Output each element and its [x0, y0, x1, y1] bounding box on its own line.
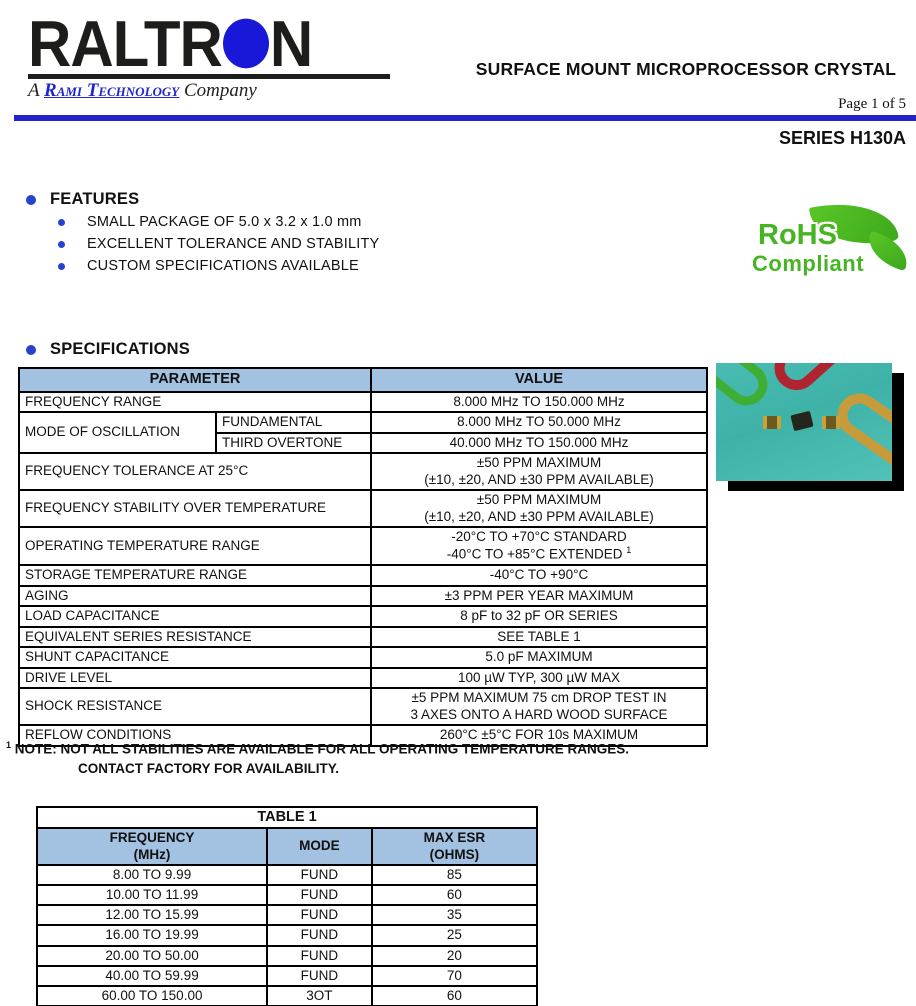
paperclip-gold — [829, 385, 892, 481]
rohs-compliant-badge — [750, 203, 908, 289]
table-row: 16.00 TO 19.99 FUND 25 — [37, 925, 537, 945]
crystal-product-photo — [716, 363, 892, 481]
specifications-section-heading — [26, 340, 190, 359]
table-row: THIRD OVERTONE 40.000 MHz TO 150.000 MHz — [19, 433, 707, 453]
page-indicator: Page 1 of 5 — [838, 96, 906, 112]
table1-header-row — [37, 828, 537, 864]
table-row: AGING ±3 PPM PER YEAR MAXIMUM — [19, 586, 707, 606]
brand-text: R — [28, 7, 71, 81]
feature-item: EXCELLENT TOLERANCE AND STABILITY — [58, 236, 379, 252]
table-row: REFLOW CONDITIONS 260°C ±5°C FOR 10s MAXIMUM — [19, 725, 707, 745]
table-row: FREQUENCY TOLERANCE AT 25°C ±50 PPM MAXIMUM (±10, ±20, AND ±30 PPM AVAILABLE) — [19, 453, 707, 490]
table-row: 12.00 TO 15.99 FUND 35 — [37, 905, 537, 925]
raltron-logo — [28, 7, 394, 102]
table-row: SHUNT CAPACITANCE 5.0 pF MAXIMUM — [19, 647, 707, 667]
table-row: OPERATING TEMPERATURE RANGE -20°C TO +70°C STANDARD -40°C TO +85°C EXTENDED $^1$ — [19, 527, 707, 565]
smd-crystal — [790, 411, 813, 431]
table-row: LOAD CAPACITANCE 8 pF to 32 pF OR SERIES — [19, 606, 707, 626]
section-bullet-icon — [26, 195, 36, 205]
column-header-mode: MODE — [267, 828, 372, 864]
table-row: STORAGE TEMPERATURE RANGE -40°C TO +90°C — [19, 565, 707, 585]
table-row: 40.00 TO 59.99 FUND 70 — [37, 966, 537, 986]
specifications-title: SPECIFICATIONS — [50, 340, 191, 358]
table-row: 8.00 TO 9.99 FUND 85 — [37, 865, 537, 885]
raltron-wordmark: RALTR N — [28, 7, 313, 81]
feature-item: SMALL PACKAGE OF 5.0 x 3.2 x 1.0 mm — [58, 214, 379, 230]
table1-title-row — [37, 807, 537, 828]
table-row: FREQUENCY STABILITY OVER TEMPERATURE ±50 PPM MAXIMUM (±10, ±20, AND ±30 PPM AVAILABLE) — [19, 490, 707, 527]
features-title: FEATURES — [50, 190, 140, 208]
column-header-frequency: FREQUENCY (MHz) — [37, 828, 267, 864]
bullet-icon — [58, 219, 65, 226]
table-row: 10.00 TO 11.99 FUND 60 — [37, 885, 537, 905]
section-bullet-icon — [26, 345, 36, 355]
table-row: DRIVE LEVEL 100 µW TYP, 300 µW MAX — [19, 668, 707, 688]
rohs-compliant-text: Compliant — [752, 251, 865, 276]
table-row: EQUIVALENT SERIES RESISTANCE SEE TABLE 1 — [19, 627, 707, 647]
column-header-max-esr: MAX ESR (OHMS) — [372, 828, 537, 864]
features-list — [58, 214, 379, 280]
bullet-icon — [58, 263, 65, 270]
series-label: SERIES H130A — [778, 128, 906, 148]
leaf-icon — [863, 231, 913, 271]
company-tagline: A Rami Technology Company — [28, 80, 257, 101]
smd-crystal — [822, 416, 840, 429]
column-header-value: VALUE — [371, 368, 707, 392]
logo-blue-dot-icon — [223, 19, 269, 69]
table-row: 60.00 TO 150.00 3OT 60 — [37, 986, 537, 1006]
rami-technology-link: Rami Technology — [44, 80, 180, 101]
footnote: $^1$ NOTE: NOT ALL STABILITIES ARE AVAILABLE FOR ALL OPERATING TEMPERATURE RANGES. CONTACT FACTORY FOR AVAILABILITY. — [6, 740, 630, 777]
bullet-icon — [58, 241, 65, 248]
document-title: SURFACE MOUNT MICROPROCESSOR CRYSTAL — [475, 59, 897, 79]
rohs-text: RoHS — [758, 219, 837, 251]
table-row: SHOCK RESISTANCE ±5 PPM MAXIMUM 75 cm DROP TEST IN 3 AXES ONTO A HARD WOOD SURFACE — [19, 688, 707, 725]
header-divider — [14, 115, 916, 121]
paperclip-green — [716, 363, 776, 414]
table-row: MODE OF OSCILLATION FUNDAMENTAL 8.000 MHz TO 50.000 MHz — [19, 412, 707, 432]
table-row: 20.00 TO 50.00 FUND 20 — [37, 946, 537, 966]
table-row: FREQUENCY RANGE 8.000 MHz TO 150.000 MHz — [19, 392, 707, 412]
features-section-heading — [26, 190, 139, 209]
specifications-table — [18, 367, 708, 747]
smd-crystal — [763, 416, 781, 429]
feature-item: CUSTOM SPECIFICATIONS AVAILABLE — [58, 258, 379, 274]
spec-header-row — [19, 368, 707, 392]
column-header-parameter: PARAMETER — [19, 368, 371, 392]
table1-title: TABLE 1 — [37, 807, 537, 828]
esr-table-1 — [36, 806, 538, 1006]
